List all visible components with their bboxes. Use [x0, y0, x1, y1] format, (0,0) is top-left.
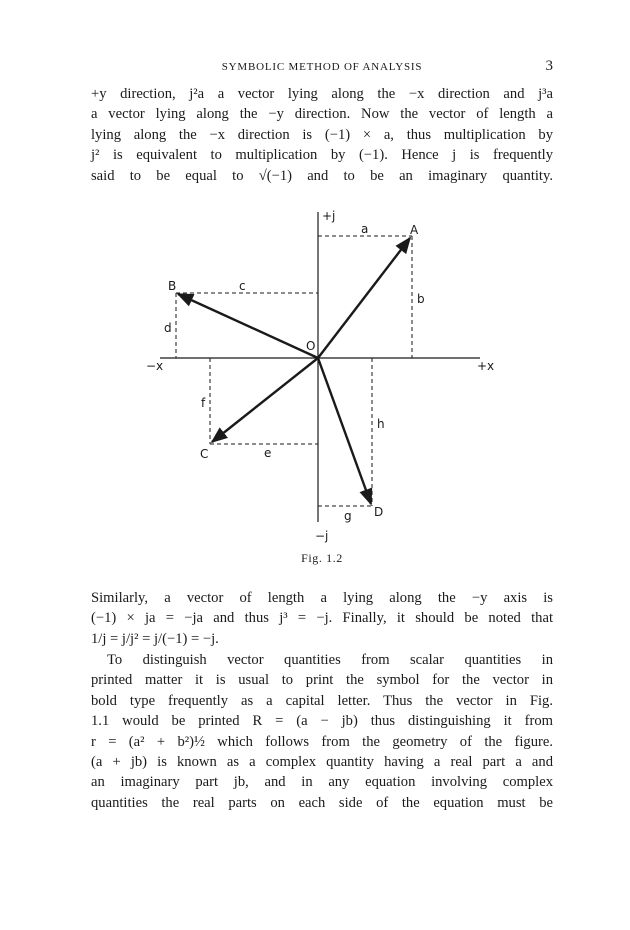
vector-od — [318, 358, 371, 504]
text-line: a vector lying along the −y direction. Now the vector of length a — [91, 106, 553, 123]
origin-label: O — [306, 339, 316, 353]
paragraph-3 — [91, 650, 553, 813]
page-number: 3 — [545, 58, 553, 74]
point-label-a: A — [410, 223, 419, 237]
text-line: quantities the real parts on each side of the equation must be — [91, 794, 553, 811]
component-label-d: d — [164, 321, 172, 335]
vector-oa — [318, 238, 410, 358]
text-line: To distinguish vector quantities from scalar quantities in — [107, 652, 553, 668]
text-line: (a + jb) is known as a complex quantity having a real part a and — [91, 753, 553, 770]
text-line: an imaginary part jb, and in any equation involving complex — [91, 774, 553, 791]
figure-caption: Fig. 1.2 — [301, 551, 343, 565]
running-header — [91, 58, 553, 76]
component-label-g: g — [344, 509, 352, 523]
text-line: bold type frequently as a capital letter. Thus the vector in Fig. — [91, 692, 553, 709]
text-line: printed matter it is usual to print the symbol for the vector in — [91, 672, 553, 689]
axis-label-neg-j: −j — [315, 529, 329, 543]
component-label-c: c — [239, 279, 246, 293]
vector-diagram — [140, 200, 500, 545]
paragraph-1 — [91, 84, 553, 186]
text-line: 1/j = j/j² = j/(−1) = −j. — [91, 630, 219, 647]
text-line: +y direction, j²a a vector lying along the −x direction and j³a — [91, 86, 553, 102]
text-line: 1.1 would be printed R = (a − jb) thus distinguishing it from — [91, 713, 553, 730]
vector-ob — [178, 294, 318, 358]
running-title: SYMBOLIC METHOD OF ANALYSIS — [221, 61, 423, 73]
text-line: Similarly, a vector of length a lying along the −y axis is — [91, 590, 553, 606]
point-label-c: C — [200, 447, 209, 461]
component-label-a: a — [361, 222, 369, 236]
component-label-f: f — [201, 396, 206, 410]
text-line: said to be equal to √(−1) and to be an imaginary quantity. — [91, 167, 553, 184]
component-label-h: h — [377, 417, 385, 431]
axis-label-pos-x: +x — [477, 359, 495, 373]
axis-label-neg-x: −x — [146, 359, 164, 373]
axis-label-pos-j: +j — [322, 209, 336, 223]
component-label-e: e — [264, 446, 272, 460]
text-line: r = (a² + b²)½ which follows from the geometry of the figure. — [91, 733, 553, 750]
point-label-d: D — [374, 505, 384, 519]
vector-oc — [212, 358, 318, 442]
paragraph-2 — [91, 588, 553, 649]
text-line: j² is equivalent to multiplication by (−1). Hence j is frequently — [91, 147, 553, 164]
component-label-b: b — [417, 292, 425, 306]
point-label-b: B — [168, 279, 177, 293]
text-line: (−1) × ja = −ja and thus j³ = −j. Finally, it should be noted that — [91, 610, 553, 627]
text-line: lying along the −x direction is (−1) × a, thus multiplication by — [91, 126, 553, 143]
